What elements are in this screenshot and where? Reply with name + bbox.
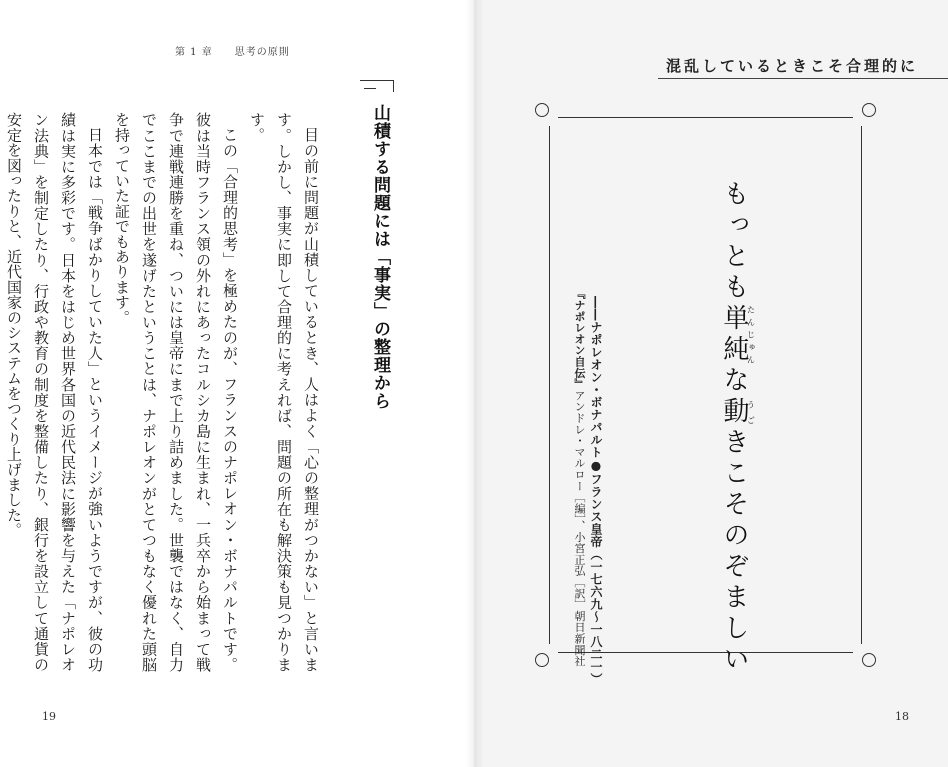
frame-corner-ornament xyxy=(853,644,869,660)
source-book-title: 『ナポレオン自伝』 xyxy=(573,288,586,390)
heading-bracket-ornament xyxy=(360,80,394,92)
quote-attribution: ――ナポレオン・ボナパルト●フランス皇帝（一七六九～一八二一） xyxy=(589,296,603,686)
featured-quote xyxy=(716,180,755,676)
running-head xyxy=(175,43,290,58)
section-heading-box xyxy=(360,80,394,580)
page-number-left: 19 xyxy=(42,710,56,723)
paragraph-3: 日本では「戦争ばかりしていた人」というイメージが強いようですが、彼の功績は実に多彩です。日本をはじめ世界各国の近代民法に影響を与えた「ナポレオン法典」を制定したり、行政や教育の制度を整備したり、銀行を設立して通貨の安定を図ったりと、近代国家のシステムをつくり上げました。 xyxy=(5,112,104,672)
frame-corner-ornament xyxy=(853,110,869,126)
frame-corner-ornament xyxy=(542,644,558,660)
section-heading: 山積する問題には「事実」の整理から xyxy=(370,104,390,410)
chapter-label: 第 1 章 xyxy=(175,47,213,58)
chapter-title: 思考の原則 xyxy=(234,47,290,58)
quote-part-3: きこそのぞましい xyxy=(719,428,749,676)
ruby-reading-1: たんじゅん xyxy=(746,304,756,366)
quote-part-1: もっとも xyxy=(719,180,749,304)
title-underline xyxy=(658,78,948,79)
source-detail: アンドレ・マルロー［編］、小宮正弘［訳］朝日新聞社 xyxy=(573,389,586,667)
paragraph-1: 目の前に問題が山積しているとき、人はよく「心の整理がつかない」と言います。しかし、事実に即して合理的に考えれば、問題の所在も解決策も見つかります。 xyxy=(248,112,320,672)
page-number-right: 18 xyxy=(895,710,909,723)
ruby-reading-2: うご xyxy=(746,397,756,428)
frame-corner-ornament xyxy=(542,110,558,126)
quote-source xyxy=(571,288,587,667)
quote-ruby-word-1: 単純たんじゅん xyxy=(719,304,756,366)
quote-part-2: な xyxy=(719,366,749,397)
body-text xyxy=(0,112,324,672)
section-title: 混乱しているときこそ合理的に xyxy=(666,57,919,75)
quote-ruby-word-2: 動うご xyxy=(719,397,756,428)
paragraph-2: この「合理的思考」を極めたのが、フランスのナポレオン・ボナパルトです。彼は当時フランス領の外れにあったコルシカ島に生まれ、一兵卒から始まって戦争で連戦連勝を重ね、ついには皇帝にまで上り詰めました。世襲ではなく、自力でここまでの出世を遂げたということは、ナポレオンがとてつもなく優れた頭脳を持っていた証でもあります。 xyxy=(113,112,239,672)
